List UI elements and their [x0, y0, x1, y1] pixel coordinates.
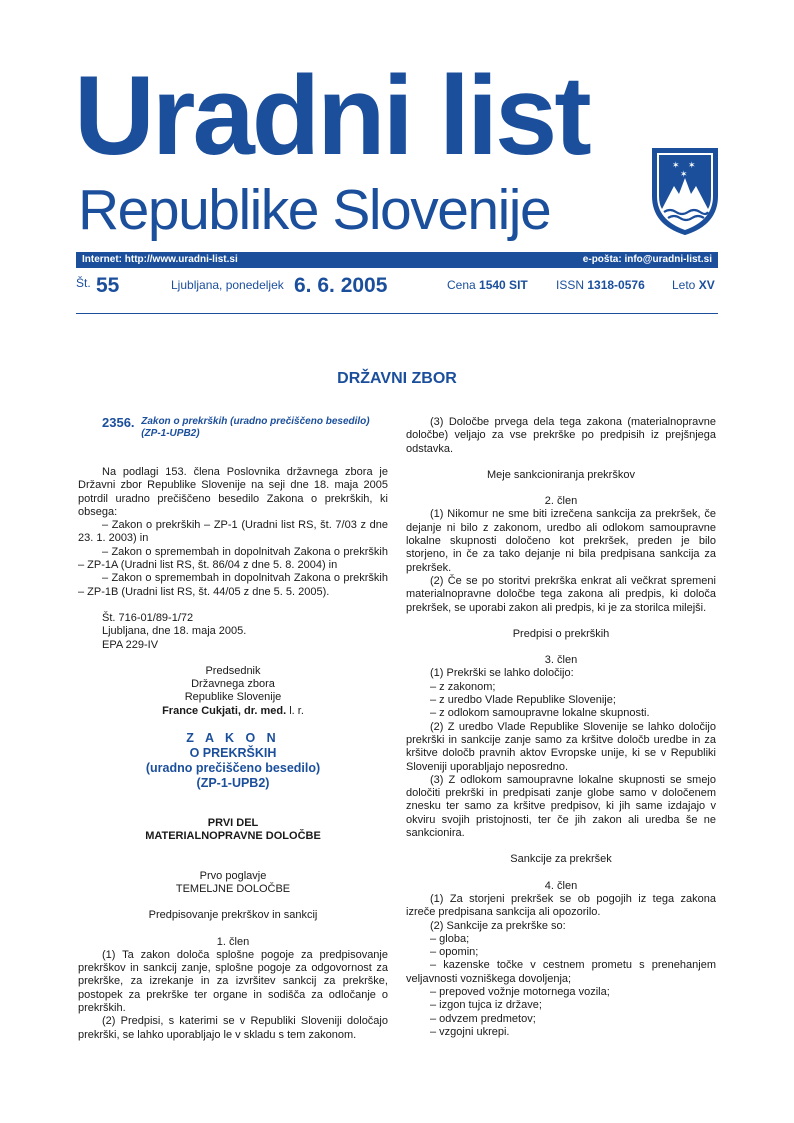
reference-date: Ljubljana, dne 18. maja 2005. — [102, 625, 247, 638]
part-heading: MATERIALNOPRAVNE DOLOČBE — [145, 830, 321, 843]
list-item: – z odlokom samoupravne lokalne skupnosti. — [430, 707, 650, 720]
article-number: 3. člen — [544, 654, 578, 667]
article-heading: Sankcije za prekršek — [510, 853, 612, 866]
article-heading: Meje sankcioniranja prekrškov — [487, 468, 635, 481]
act-heading — [78, 416, 388, 440]
paragraph: (1) Za storjeni prekršek se ob pogojih iz tega zakona izreče predpisana sankcija ali opozorilo. — [406, 892, 716, 919]
list-item: – kazenske točke v cestnem prometu s prenehanjem veljavnosti vozniškega dovoljenja; — [406, 959, 716, 985]
email-link[interactable]: e-pošta: info@uradni-list.si — [582, 254, 712, 265]
act-title: Zakon o prekrških (uradno prečiščeno besedilo) (ZP-1-UPB2) — [141, 416, 370, 439]
chapter-heading: TEMELJNE DOLOČBE — [175, 882, 291, 895]
intro-paragraph: Na podlagi 153. člena Poslovnika državnega zbora je Državni zbor Republike Slovenije na seji dne 18. maja 2005 potrdil uradno prečiščeno besedilo Zakona o prekrških, ki obsega: — [78, 466, 388, 518]
paragraph: (1) Ta zakon določa splošne pogoje za predpisovanje prekrškov in sankcij zanje, splošne pogoje za odgovornost za prekrške, za izrekanje in za izvršitev sankcij za prekrške, postopek za prekrške ter organe in sodišča za odločanje o prekrških. — [78, 948, 388, 1015]
price-label: Cena — [447, 278, 476, 292]
article-heading: Predpisovanje prekrškov in sankcij — [148, 909, 318, 922]
svg-text:✶: ✶ — [688, 161, 696, 171]
reference-number: Št. 716-01/89-1/72 — [102, 611, 194, 624]
paragraph: (3) Določbe prvega dela tega zakona (materialnopravne določbe) veljajo za vse prekrške po predpisih iz prejšnjega odstavka. — [406, 416, 716, 455]
list-item: – z zakonom; — [430, 680, 496, 693]
article-number: 4. člen — [544, 879, 578, 892]
act-number: 2356. — [102, 415, 135, 430]
reference-epa: EPA 229-IV — [102, 638, 159, 651]
part-heading: PRVI DEL — [207, 817, 259, 830]
paragraph: (1) Prekrški se lahko določijo: — [430, 667, 574, 680]
article-number: 1. člen — [216, 935, 250, 948]
chapter-heading: Prvo poglavje — [199, 869, 267, 882]
right-column — [406, 416, 716, 1039]
year-label: Leto — [672, 278, 696, 292]
paragraph: (2) Če se po storitvi prekrška enkrat ali večkrat spremeni materialnopravne določbe tega zakona ali predpis, ki določa prekršek, se uporabi zakon ali predpis, ki je za storilca milejši. — [406, 574, 716, 614]
signature-line: Predsednik — [205, 664, 261, 677]
website-link[interactable]: Internet: http://www.uradni-list.si — [82, 254, 238, 265]
article-number: 2. člen — [544, 495, 578, 508]
price-value: 1540 SIT — [479, 278, 528, 292]
law-abbreviation: (ZP-1-UPB2) — [196, 776, 270, 791]
list-item: – Zakon o spremembah in dopolnitvah Zakona o prekrških – ZP-1A (Uradni list RS, št. 86/04 z dne 5. 8. 2004) in — [78, 545, 388, 572]
list-item: – odvzem predmetov; — [430, 1012, 536, 1025]
issn-label: ISSN — [556, 278, 585, 292]
left-column — [78, 416, 388, 1042]
header-rule — [76, 313, 718, 314]
masthead-title: Uradni list — [74, 53, 589, 178]
paragraph: (3) Z odlokom samoupravne lokalne skupnosti se smejo določiti prekrški in predpisati zanje globe samo v določenem znesku ter samo za kršitve predpisov, ki jih same izdajajo v okviru svojih pristojnosti, ter če jih zakon ali uredba še ne sankcionira. — [406, 773, 716, 840]
paragraph: (2) Z uredbo Vlade Republike Slovenije se lahko določijo prekrški in sankcije zanje samo za kršitve določb uredbe in za kršitve določb pravnih aktov Evropske unije, ki se v Republiki Sloveniji uporabljajo neposredno. — [406, 720, 716, 773]
issue-prefix: Št. — [76, 276, 91, 290]
signature-suffix: l. r. — [289, 704, 304, 717]
law-title: Z A K O N — [186, 731, 280, 746]
signature-line: Republike Slovenije — [184, 691, 282, 704]
place-day: Ljubljana, ponedeljek — [171, 278, 284, 292]
list-item: – vzgojni ukrepi. — [430, 1025, 510, 1038]
svg-text:✶: ✶ — [672, 161, 680, 171]
masthead-bar — [76, 252, 718, 268]
paragraph: (2) Predpisi, s katerimi se v Republiki Sloveniji določajo prekrški, se lahko uporabljajo le v skladu s tem zakonom. — [78, 1015, 388, 1041]
signature-line: Državnega zbora — [191, 678, 275, 691]
paragraph: (2) Sankcije za prekrške so: — [430, 919, 566, 932]
list-item: – prepoved vožnje motornega vozila; — [430, 985, 610, 998]
article-heading: Predpisi o prekrških — [512, 627, 610, 640]
list-item: – Zakon o prekrških – ZP-1 (Uradni list RS, št. 7/03 z dne 23. 1. 2003) in — [78, 519, 388, 545]
law-subtitle: (uradno prečiščeno besedilo) — [145, 761, 321, 776]
masthead-subtitle: Republike Slovenije — [78, 178, 551, 242]
paragraph: (1) Nikomur ne sme biti izrečena sankcija za prekršek, če dejanje ni bilo z zakonom, uredbo ali odlokom samoupravne lokalne skupnosti določeno kot prekršek, preden je bilo storjeno, in če za tako dejanje ni bila predpisana sankcija za prekršek. — [406, 508, 716, 574]
issue-number: 55 — [96, 274, 120, 297]
issue-info — [76, 274, 718, 300]
coat-of-arms-icon — [650, 146, 720, 236]
section-title: DRŽAVNI ZBOR — [337, 370, 457, 387]
list-item: – z uredbo Vlade Republike Slovenije; — [430, 694, 616, 707]
year-value: XV — [698, 278, 715, 292]
issn-value: 1318-0576 — [587, 278, 645, 292]
svg-text:✶: ✶ — [680, 170, 688, 180]
law-title: O PREKRŠKIH — [189, 746, 277, 761]
list-item: – Zakon o spremembah in dopolnitvah Zakona o prekrških – ZP-1B (Uradni list RS, št. 44/05 z dne 5. 5. 2005). — [78, 572, 388, 598]
list-item: – opomin; — [430, 946, 479, 959]
signature-name-line — [78, 705, 388, 718]
list-item: – globa; — [430, 932, 470, 945]
list-item: – izgon tujca iz države; — [430, 999, 542, 1012]
issue-date: 6. 6. 2005 — [294, 274, 388, 297]
signature-name: France Cukjati, dr. med. — [162, 704, 287, 717]
